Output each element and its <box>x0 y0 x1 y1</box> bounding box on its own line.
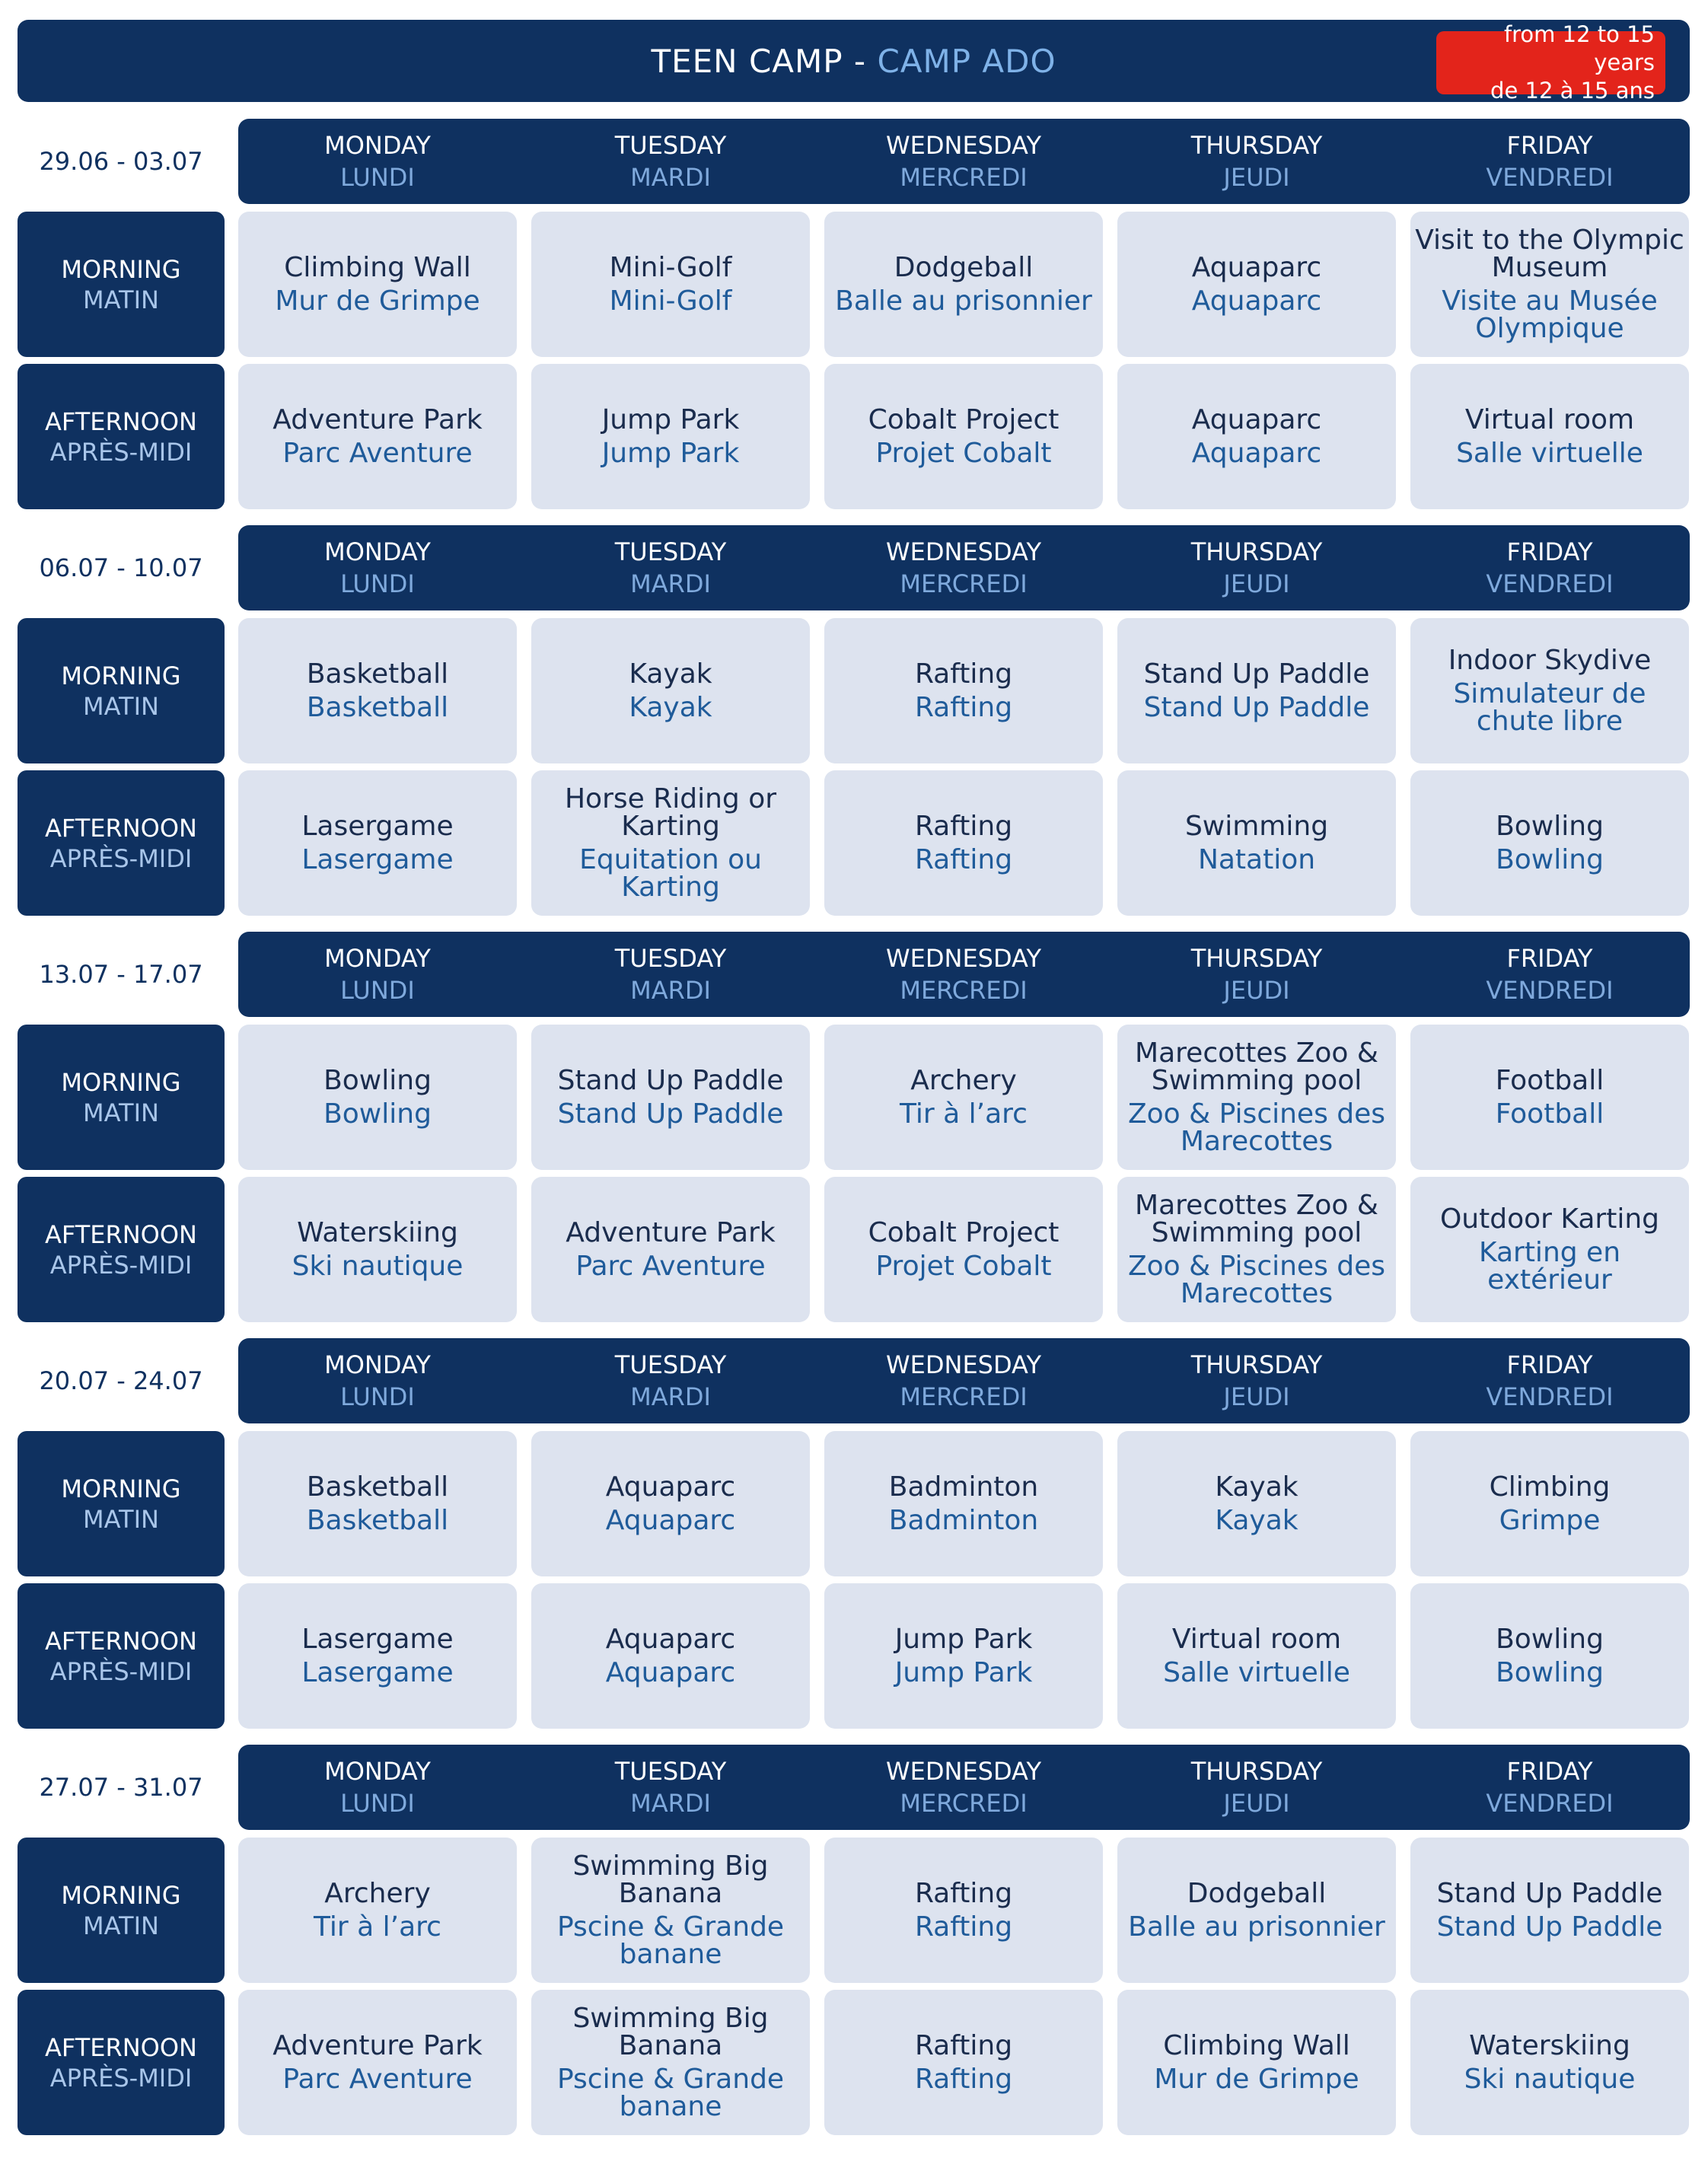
day-header-wednesday <box>824 119 1103 204</box>
week-dates: 27.07 - 31.07 <box>39 1773 203 1802</box>
activity-cell <box>1117 1838 1396 1983</box>
day-header-friday <box>1410 1338 1689 1423</box>
week-block <box>0 119 1708 524</box>
activity-cell <box>238 1431 517 1576</box>
activity-french: Ski nautique <box>1464 2063 1636 2095</box>
day-name-english: WEDNESDAY <box>886 131 1041 160</box>
activity-french: Jump Park <box>894 1656 1033 1688</box>
activity-french: Ski nautique <box>292 1250 464 1282</box>
activity-cell <box>531 1177 810 1322</box>
activity-english: Aquaparc <box>1191 403 1322 435</box>
activity-french: Karting en extérieur <box>1478 1236 1621 1296</box>
activity-cell <box>1410 618 1689 763</box>
activity-cell <box>238 212 517 357</box>
activity-cell <box>238 770 517 916</box>
activity-french: Visite au Musée Olympique <box>1442 285 1658 344</box>
activity-french: Kayak <box>629 691 712 723</box>
slot-label-morning <box>18 212 225 357</box>
activity-cell <box>531 618 810 763</box>
slot-label-morning <box>18 1025 225 1170</box>
activity-cell <box>1117 1431 1396 1576</box>
activity-cell <box>1117 212 1396 357</box>
activity-cell <box>238 1025 517 1170</box>
activity-french: Tir à l’arc <box>314 1911 441 1943</box>
day-header-thursday <box>1117 119 1396 204</box>
activity-french: Salle virtuelle <box>1163 1656 1350 1688</box>
day-name-english: WEDNESDAY <box>886 1757 1041 1786</box>
day-name-english: MONDAY <box>324 537 431 566</box>
activity-french: Balle au prisonnier <box>835 285 1092 317</box>
activity-cell <box>238 1177 517 1322</box>
activity-french: Projet Cobalt <box>875 1250 1052 1282</box>
activity-french: Rafting <box>914 843 1013 875</box>
activity-cell <box>238 1838 517 1983</box>
activity-cell <box>1410 1838 1689 1983</box>
day-name-english: TUESDAY <box>614 944 727 973</box>
activity-cell <box>824 770 1103 916</box>
day-header-friday <box>1410 525 1689 610</box>
activity-french: Equitation ou Karting <box>579 843 762 903</box>
slot-name-french: MATIN <box>83 1911 159 1940</box>
activity-english: Basketball <box>306 1471 449 1503</box>
activity-cell <box>1117 1025 1396 1170</box>
activity-english: Football <box>1495 1064 1604 1096</box>
activity-english: Adventure Park <box>566 1216 776 1248</box>
slot-name-french: MATIN <box>83 691 159 721</box>
activity-cell <box>1117 1583 1396 1729</box>
day-header-thursday <box>1117 1338 1396 1423</box>
day-name-french: LUNDI <box>340 569 415 598</box>
activity-french: Tir à l’arc <box>900 1098 1028 1130</box>
day-header-wednesday <box>824 525 1103 610</box>
slot-label-afternoon <box>18 1177 225 1322</box>
activity-french: Pscine & Grande banane <box>556 1911 785 1970</box>
week-dates: 20.07 - 24.07 <box>39 1366 203 1395</box>
day-header-wednesday <box>824 932 1103 1017</box>
activity-english: Aquaparc <box>605 1471 736 1503</box>
day-name-english: FRIDAY <box>1506 944 1593 973</box>
slot-name-english: MORNING <box>61 1474 181 1503</box>
activity-english: Cobalt Project <box>868 403 1060 435</box>
slot-label-morning <box>18 618 225 763</box>
activity-french: Parc Aventure <box>282 2063 473 2095</box>
activity-english: Climbing Wall <box>284 251 471 283</box>
day-name-french: JEUDI <box>1223 976 1290 1005</box>
day-name-french: JEUDI <box>1223 1789 1290 1818</box>
activity-english: Bowling <box>1496 1623 1604 1655</box>
activity-english: Waterskiing <box>297 1216 458 1248</box>
activity-cell <box>1410 212 1689 357</box>
day-header-monday <box>238 1745 517 1830</box>
activity-cell <box>531 1838 810 1983</box>
day-header-thursday <box>1117 525 1396 610</box>
day-name-french: MERCREDI <box>900 569 1028 598</box>
day-name-french: JEUDI <box>1223 1382 1290 1411</box>
activity-cell <box>1410 364 1689 509</box>
day-header-bar <box>238 1338 1690 1423</box>
day-name-english: MONDAY <box>324 1757 431 1786</box>
day-name-french: MERCREDI <box>900 1789 1028 1818</box>
activity-english: Stand Up Paddle <box>1143 658 1370 690</box>
slot-label-afternoon <box>18 1583 225 1729</box>
slot-name-french: MATIN <box>83 285 159 314</box>
activity-english: Kayak <box>1215 1471 1299 1503</box>
activity-english: Dodgeball <box>1187 1877 1327 1909</box>
slot-name-french: APRÈS-MIDI <box>49 1656 193 1686</box>
activity-english: Stand Up Paddle <box>557 1064 784 1096</box>
activity-english: Archery <box>910 1064 1017 1096</box>
activity-french: Aquaparc <box>1191 437 1322 469</box>
activity-french: Bowling <box>1496 1656 1604 1688</box>
activity-cell <box>1410 1177 1689 1322</box>
day-name-french: LUNDI <box>340 1789 415 1818</box>
day-name-french: MARDI <box>630 1382 711 1411</box>
activity-english: Waterskiing <box>1469 2029 1630 2061</box>
activity-french: Salle virtuelle <box>1456 437 1643 469</box>
activity-english: Basketball <box>306 658 449 690</box>
day-header-thursday <box>1117 1745 1396 1830</box>
activity-english: Rafting <box>914 810 1013 842</box>
day-header-bar <box>238 1745 1690 1830</box>
activity-cell <box>1410 1990 1689 2135</box>
activity-french: Badminton <box>888 1504 1039 1536</box>
day-header-wednesday <box>824 1745 1103 1830</box>
day-name-french: VENDREDI <box>1486 163 1614 192</box>
day-name-french: MERCREDI <box>900 163 1028 192</box>
activity-cell <box>1410 1431 1689 1576</box>
day-name-english: FRIDAY <box>1506 1757 1593 1786</box>
activity-french: Stand Up Paddle <box>1436 1911 1663 1943</box>
activity-cell <box>1410 1583 1689 1729</box>
day-name-french: LUNDI <box>340 163 415 192</box>
activity-english: Adventure Park <box>272 403 483 435</box>
day-name-english: THURSDAY <box>1190 537 1323 566</box>
day-name-french: MARDI <box>630 569 711 598</box>
activity-english: Mini-Golf <box>609 251 732 283</box>
day-name-english: WEDNESDAY <box>886 537 1041 566</box>
activity-french: Projet Cobalt <box>875 437 1052 469</box>
title-french: CAMP ADO <box>877 42 1056 80</box>
activity-cell <box>531 364 810 509</box>
day-header-bar <box>238 525 1690 610</box>
activity-cell <box>238 618 517 763</box>
activity-french: Jump Park <box>601 437 740 469</box>
day-header-monday <box>238 932 517 1017</box>
slot-name-french: APRÈS-MIDI <box>49 843 193 873</box>
day-header-monday <box>238 525 517 610</box>
activity-cell <box>824 1025 1103 1170</box>
activity-cell <box>824 1431 1103 1576</box>
day-name-english: MONDAY <box>324 1350 431 1379</box>
activity-cell <box>824 1583 1103 1729</box>
day-header-tuesday <box>531 1338 810 1423</box>
slot-name-english: AFTERNOON <box>45 813 197 843</box>
activity-english: Climbing Wall <box>1163 2029 1350 2061</box>
activity-english: Adventure Park <box>272 2029 483 2061</box>
activity-cell <box>531 770 810 916</box>
slot-label-afternoon <box>18 364 225 509</box>
day-name-french: JEUDI <box>1223 569 1290 598</box>
slot-name-english: MORNING <box>61 661 181 690</box>
day-header-monday <box>238 1338 517 1423</box>
day-name-french: MARDI <box>630 1789 711 1818</box>
slot-name-english: MORNING <box>61 254 181 284</box>
activity-french: Rafting <box>914 691 1013 723</box>
slot-label-afternoon <box>18 1990 225 2135</box>
activity-cell <box>1410 770 1689 916</box>
day-name-english: TUESDAY <box>614 131 727 160</box>
day-header-wednesday <box>824 1338 1103 1423</box>
day-name-french: LUNDI <box>340 976 415 1005</box>
week-dates: 13.07 - 17.07 <box>39 960 203 989</box>
activity-english: Swimming Big Banana <box>572 1850 769 1909</box>
activity-english: Jump Park <box>601 403 740 435</box>
activity-cell <box>824 1838 1103 1983</box>
slot-name-french: APRÈS-MIDI <box>49 1250 193 1280</box>
activity-english: Stand Up Paddle <box>1436 1877 1663 1909</box>
activity-english: Aquaparc <box>605 1623 736 1655</box>
day-name-english: THURSDAY <box>1190 1350 1323 1379</box>
day-name-french: MERCREDI <box>900 976 1028 1005</box>
week-block <box>0 1338 1708 1743</box>
day-name-english: MONDAY <box>324 131 431 160</box>
day-name-english: THURSDAY <box>1190 1757 1323 1786</box>
activity-french: Lasergame <box>301 843 454 875</box>
activity-english: Kayak <box>629 658 712 690</box>
activity-french: Natation <box>1197 843 1316 875</box>
activity-english: Badminton <box>888 1471 1039 1503</box>
activity-english: Archery <box>324 1877 431 1909</box>
activity-english: Virtual room <box>1464 403 1635 435</box>
day-name-french: VENDREDI <box>1486 1789 1614 1818</box>
day-name-french: JEUDI <box>1223 163 1290 192</box>
activity-english: Bowling <box>323 1064 432 1096</box>
day-name-english: MONDAY <box>324 944 431 973</box>
activity-cell <box>531 1431 810 1576</box>
day-name-french: VENDREDI <box>1486 569 1614 598</box>
day-header-monday <box>238 119 517 204</box>
activity-english: Swimming <box>1184 810 1329 842</box>
page-title <box>651 43 1056 80</box>
day-header-friday <box>1410 932 1689 1017</box>
title-english: TEEN CAMP <box>651 42 843 80</box>
slot-name-english: AFTERNOON <box>45 406 197 436</box>
day-header-thursday <box>1117 932 1396 1017</box>
activity-cell <box>238 1990 517 2135</box>
activity-french: Bowling <box>323 1098 432 1130</box>
day-name-english: TUESDAY <box>614 1757 727 1786</box>
activity-english: Rafting <box>914 2029 1013 2061</box>
week-dates: 06.07 - 10.07 <box>39 553 203 582</box>
activity-english: Indoor Skydive <box>1448 644 1652 676</box>
activity-cell <box>824 364 1103 509</box>
activity-cell <box>1117 1177 1396 1322</box>
day-name-english: THURSDAY <box>1190 944 1323 973</box>
activity-cell <box>824 1990 1103 2135</box>
slot-label-afternoon <box>18 770 225 916</box>
age-french: de 12 à 15 ans <box>1490 78 1655 104</box>
activity-english: Swimming Big Banana <box>572 2002 769 2061</box>
activity-english: Lasergame <box>301 810 454 842</box>
day-name-french: MARDI <box>630 163 711 192</box>
slot-name-french: APRÈS-MIDI <box>49 437 193 467</box>
slot-name-english: AFTERNOON <box>45 2032 197 2062</box>
activity-french: Grimpe <box>1499 1504 1601 1536</box>
slot-name-english: AFTERNOON <box>45 1219 197 1249</box>
day-name-english: WEDNESDAY <box>886 944 1041 973</box>
slot-name-english: AFTERNOON <box>45 1626 197 1656</box>
day-header-bar <box>238 119 1690 204</box>
slot-name-french: MATIN <box>83 1098 159 1127</box>
age-english: from 12 to 15 years <box>1503 21 1655 75</box>
activity-french: Mur de Grimpe <box>275 285 480 317</box>
activity-english: Horse Riding or Karting <box>564 783 777 842</box>
day-header-friday <box>1410 1745 1689 1830</box>
activity-french: Rafting <box>914 2063 1013 2095</box>
slot-name-french: MATIN <box>83 1504 159 1534</box>
day-name-english: WEDNESDAY <box>886 1350 1041 1379</box>
activity-cell <box>824 1177 1103 1322</box>
day-name-french: VENDREDI <box>1486 1382 1614 1411</box>
activity-french: Mur de Grimpe <box>1154 2063 1359 2095</box>
day-name-english: FRIDAY <box>1506 1350 1593 1379</box>
activity-english: Jump Park <box>894 1623 1033 1655</box>
day-name-english: FRIDAY <box>1506 537 1593 566</box>
activity-french: Zoo & Piscines des Marecottes <box>1127 1098 1386 1157</box>
activity-english: Aquaparc <box>1191 251 1322 283</box>
activity-cell <box>1410 1025 1689 1170</box>
activity-cell <box>824 618 1103 763</box>
activity-english: Marecottes Zoo & Swimming pool <box>1135 1037 1378 1096</box>
activity-french: Simulateur de chute libre <box>1453 677 1646 737</box>
day-header-tuesday <box>531 525 810 610</box>
age-badge <box>1436 21 1665 104</box>
activity-cell <box>531 1025 810 1170</box>
activity-french: Kayak <box>1215 1504 1299 1536</box>
activity-english: Virtual room <box>1171 1623 1342 1655</box>
week-block <box>0 1745 1708 2150</box>
activity-french: Aquaparc <box>605 1656 736 1688</box>
day-name-english: TUESDAY <box>614 1350 727 1379</box>
activity-cell <box>238 364 517 509</box>
activity-english: Visit to the Olympic Museum <box>1415 224 1684 283</box>
day-name-english: FRIDAY <box>1506 131 1593 160</box>
activity-cell <box>1117 618 1396 763</box>
activity-cell <box>1117 364 1396 509</box>
activity-english: Outdoor Karting <box>1439 1203 1660 1235</box>
activity-french: Stand Up Paddle <box>557 1098 784 1130</box>
activity-french: Mini-Golf <box>609 285 732 317</box>
activity-french: Aquaparc <box>605 1504 736 1536</box>
day-name-french: LUNDI <box>340 1382 415 1411</box>
week-block <box>0 525 1708 930</box>
activity-english: Marecottes Zoo & Swimming pool <box>1135 1189 1378 1248</box>
activity-cell <box>531 212 810 357</box>
slot-name-english: MORNING <box>61 1067 181 1097</box>
slot-name-english: MORNING <box>61 1880 181 1910</box>
day-header-tuesday <box>531 1745 810 1830</box>
day-header-tuesday <box>531 119 810 204</box>
day-name-english: THURSDAY <box>1190 131 1323 160</box>
activity-cell <box>1117 1990 1396 2135</box>
activity-french: Football <box>1495 1098 1604 1130</box>
activity-french: Bowling <box>1496 843 1604 875</box>
activity-cell <box>531 1990 810 2135</box>
activity-french: Aquaparc <box>1191 285 1322 317</box>
activity-french: Stand Up Paddle <box>1143 691 1370 723</box>
activity-french: Parc Aventure <box>282 437 473 469</box>
title-separator: - <box>843 42 878 80</box>
activity-english: Lasergame <box>301 1623 454 1655</box>
activity-french: Pscine & Grande banane <box>556 2063 785 2122</box>
activity-english: Climbing <box>1489 1471 1611 1503</box>
day-name-english: TUESDAY <box>614 537 727 566</box>
activity-cell <box>824 212 1103 357</box>
day-name-french: MERCREDI <box>900 1382 1028 1411</box>
activity-french: Zoo & Piscines des Marecottes <box>1127 1250 1386 1309</box>
day-name-french: MARDI <box>630 976 711 1005</box>
week-dates: 29.06 - 03.07 <box>39 147 203 176</box>
activity-french: Parc Aventure <box>575 1250 766 1282</box>
activity-cell <box>531 1583 810 1729</box>
slot-name-french: APRÈS-MIDI <box>49 2063 193 2093</box>
activity-cell <box>238 1583 517 1729</box>
day-header-tuesday <box>531 932 810 1017</box>
day-header-friday <box>1410 119 1689 204</box>
activity-french: Lasergame <box>301 1656 454 1688</box>
activity-french: Rafting <box>914 1911 1013 1943</box>
activity-english: Bowling <box>1496 810 1604 842</box>
activity-english: Cobalt Project <box>868 1216 1060 1248</box>
activity-english: Rafting <box>914 658 1013 690</box>
day-header-bar <box>238 932 1690 1017</box>
activity-english: Rafting <box>914 1877 1013 1909</box>
week-block <box>0 932 1708 1337</box>
slot-label-morning <box>18 1431 225 1576</box>
activity-french: Basketball <box>306 1504 449 1536</box>
activity-french: Balle au prisonnier <box>1128 1911 1385 1943</box>
activity-french: Basketball <box>306 691 449 723</box>
slot-label-morning <box>18 1838 225 1983</box>
day-name-french: VENDREDI <box>1486 976 1614 1005</box>
activity-cell <box>1117 770 1396 916</box>
activity-english: Dodgeball <box>894 251 1034 283</box>
